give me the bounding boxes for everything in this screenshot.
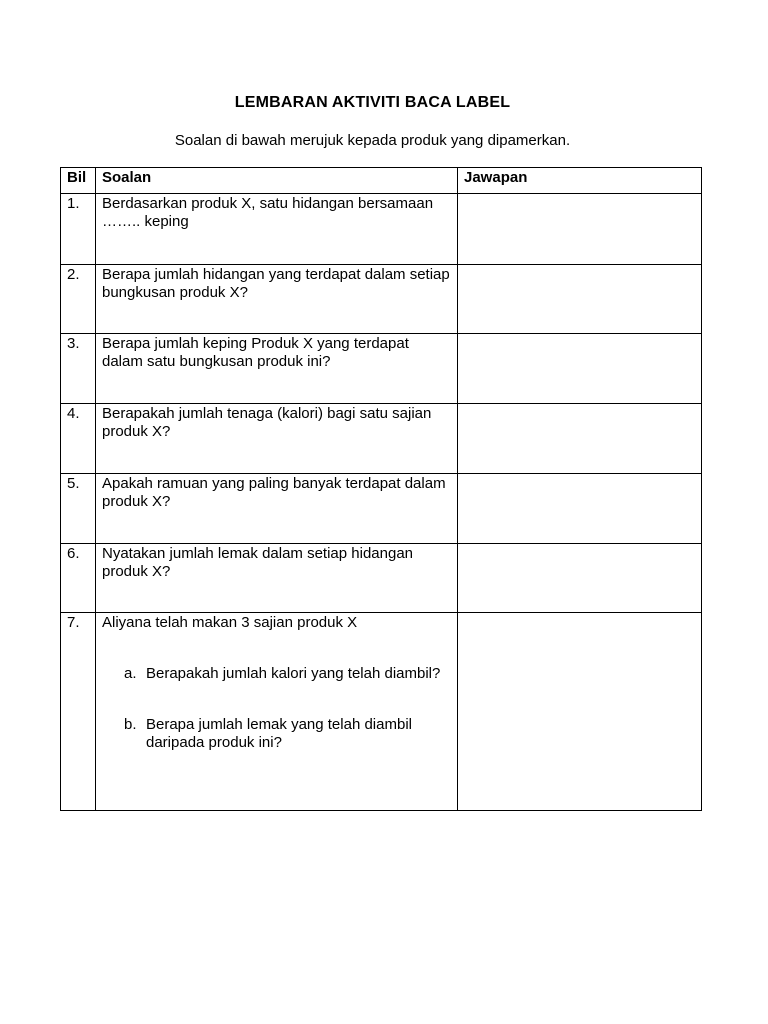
question-text: Aliyana telah makan 3 sajian produk X [102, 614, 358, 631]
answer-cell[interactable] [458, 334, 702, 404]
table-row [61, 474, 702, 544]
table-row [61, 334, 702, 404]
row-number: 6. [61, 544, 96, 613]
question-text: Nyatakan jumlah lemak dalam setiap hidangan produk X? [96, 544, 458, 613]
row-number: 1. [61, 194, 96, 265]
row-number: 4. [61, 404, 96, 474]
header-bil: Bil [61, 168, 96, 194]
table-header-row [61, 168, 702, 194]
header-jawapan: Jawapan [458, 168, 702, 194]
answer-cell[interactable] [458, 404, 702, 474]
answer-cell[interactable] [458, 265, 702, 334]
question-text: Berdasarkan produk X, satu hidangan bersamaan …….. keping [96, 194, 458, 265]
document-subtitle: Soalan di bawah merujuk kepada produk yang dipamerkan. [174, 132, 571, 149]
sub-question-marker: a. [124, 665, 137, 682]
table-row [61, 404, 702, 474]
header-soalan: Soalan [96, 168, 458, 194]
table-row [61, 265, 702, 334]
answer-cell[interactable] [458, 194, 702, 265]
sub-question [102, 665, 451, 683]
answer-cell[interactable] [458, 544, 702, 613]
answer-cell[interactable] [458, 474, 702, 544]
table-row [61, 544, 702, 613]
sub-question-text: Berapa jumlah lemak yang telah diambil daripada produk ini? [146, 716, 412, 751]
answer-cell[interactable] [458, 613, 702, 811]
question-text: Apakah ramuan yang paling banyak terdapat dalam produk X? [96, 474, 458, 544]
sub-question-text: Berapakah jumlah kalori yang telah diambil? [146, 665, 441, 682]
table-row [61, 613, 702, 811]
question-text: Berapa jumlah hidangan yang terdapat dalam setiap bungkusan produk X? [96, 265, 458, 334]
question-text: Berapakah jumlah tenaga (kalori) bagi satu sajian produk X? [96, 404, 458, 474]
row-number: 7. [61, 613, 96, 811]
question-table [60, 167, 702, 811]
sub-question [102, 716, 451, 752]
sub-question-list [102, 665, 451, 752]
row-number: 3. [61, 334, 96, 404]
document-title: LEMBARAN AKTIVITI BACA LABEL [234, 94, 511, 111]
sub-question-marker: b. [124, 716, 137, 733]
row-number: 2. [61, 265, 96, 334]
row-number: 5. [61, 474, 96, 544]
question-cell [96, 613, 458, 811]
table-row [61, 194, 702, 265]
question-text: Berapa jumlah keping Produk X yang terdapat dalam satu bungkusan produk ini? [96, 334, 458, 404]
